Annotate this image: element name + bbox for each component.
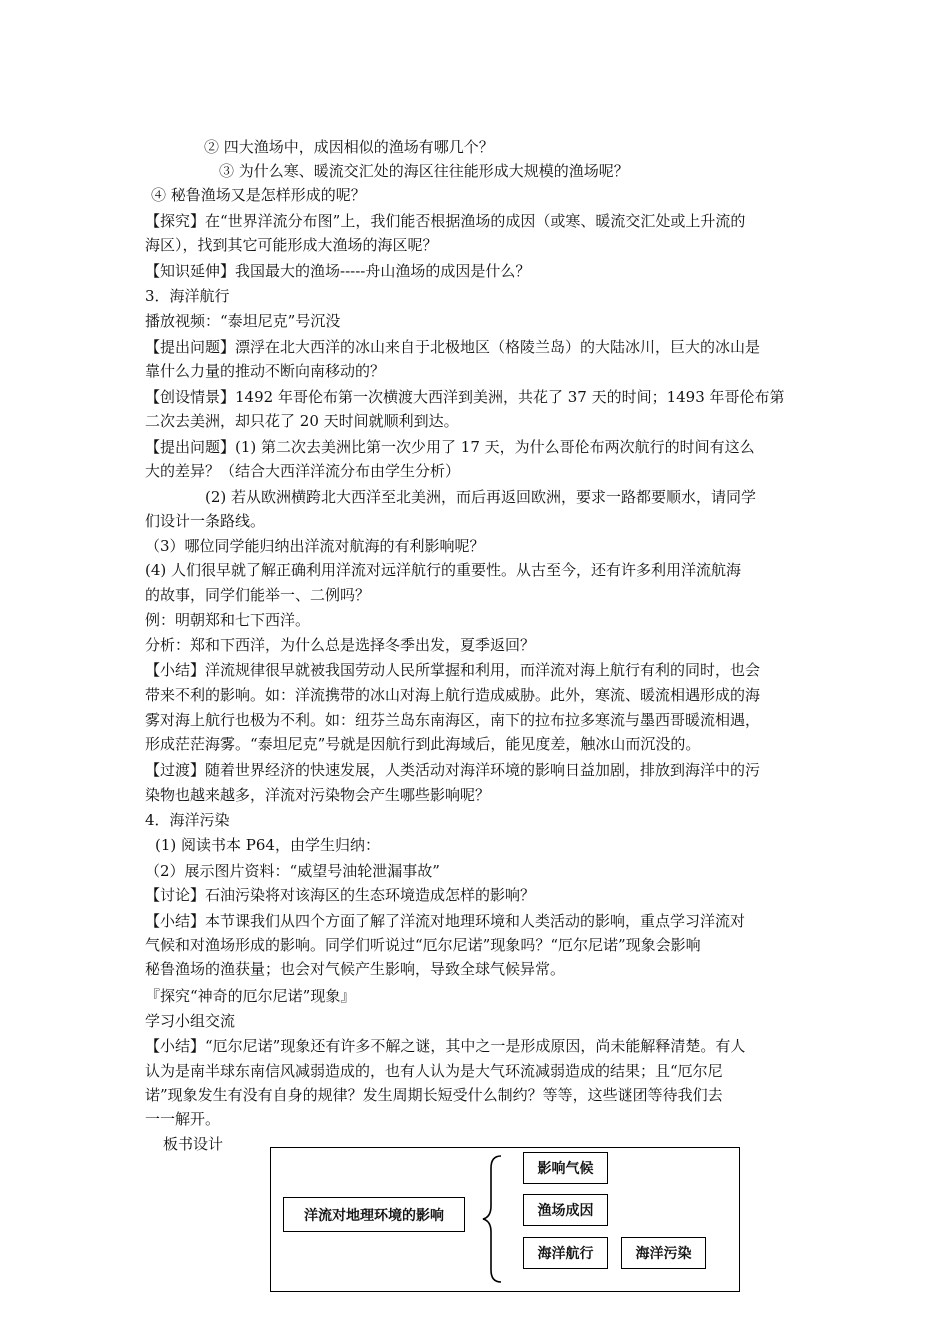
text-line: 板书设计	[163, 1135, 224, 1153]
text-line: ② 四大渔场中，成因相似的渔场有哪几个？	[204, 138, 494, 156]
text-line: 分析：郑和下西洋，为什么总是选择冬季出发，夏季返回？	[145, 636, 536, 654]
text-line: 【知识延伸】我国最大的渔场-----舟山渔场的成因是什么？	[145, 262, 531, 280]
text-line: 【创设情景】1492 年哥伦布第一次横渡大西洋到美洲，共花了 37 天的时间；1493 年哥伦布第	[145, 388, 785, 406]
text-line: 学习小组交流	[145, 1012, 236, 1030]
board-design-diagram	[270, 1147, 740, 1292]
text-line: ④ 秘鲁渔场又是怎样形成的呢？	[151, 186, 366, 204]
text-line: 靠什么力量的推动不断向南移动的？	[145, 362, 386, 380]
text-line: 【小结】洋流规律很早就被我国劳动人民所掌握和利用，而洋流对海上航行有利的同时，也会	[145, 661, 761, 679]
text-line: 带来不利的影响。如：洋流携带的冰山对海上航行造成威胁。此外，寒流、暖流相遇形成的海	[145, 686, 761, 704]
text-line: （2）展示图片资料：“威望号油轮泄漏事故”	[145, 862, 440, 880]
text-line: 3．海洋航行	[145, 287, 230, 305]
text-line: 【提出问题】(1) 第二次去美洲比第一次少用了 17 天，为什么哥伦布两次航行的时间有这么	[145, 438, 755, 456]
text-line: (1) 阅读书本 P64，由学生归纳：	[155, 836, 380, 854]
text-line: 认为是南半球东南信风减弱造成的，也有人认为是大气环流减弱造成的结果；且“厄尔尼	[145, 1062, 723, 1080]
text-line: 【探究】在“世界洋流分布图”上，我们能否根据渔场的成因（或寒、暖流交汇处或上升流的	[145, 212, 746, 230]
text-line: 一一解开。	[145, 1110, 221, 1128]
text-line: 二次去美洲，却只花了 20 天时间就顺利到达。	[145, 412, 459, 430]
text-line: （3）哪位同学能归纳出洋流对航海的有利影响呢？	[145, 537, 485, 555]
text-line: 4．海洋污染	[145, 811, 230, 829]
text-line: ③ 为什么寒、暖流交汇处的海区往往能形成大规模的渔场呢？	[219, 162, 629, 180]
text-line: 【提出问题】漂浮在北大西洋的冰山来自于北极地区（格陵兰岛）的大陆冰川，巨大的冰山是	[145, 338, 761, 356]
diagram-item-pollution: 海洋污染	[621, 1237, 706, 1269]
text-line: 大的差异？（结合大西洋洋流分布由学生分析）	[145, 462, 461, 480]
text-line: 形成茫茫海雾。“泰坦尼克”号就是因航行到此海域后，能见度差，触冰山而沉没的。	[145, 735, 701, 753]
text-line: 【讨论】石油污染将对该海区的生态环境造成怎样的影响？	[145, 886, 536, 904]
text-line: 【小结】“厄尔尼诺”现象还有许多不解之谜，其中之一是形成原因，尚未能解释清楚。有人	[145, 1037, 746, 1055]
diagram-item-navigation: 海洋航行	[523, 1237, 608, 1269]
diagram-main-box: 洋流对地理环境的影响	[283, 1197, 465, 1232]
text-line: 【过渡】随着世界经济的快速发展，人类活动对海洋环境的影响日益加剧，排放到海洋中的污	[145, 761, 761, 779]
diagram-item-fishery: 渔场成因	[523, 1194, 608, 1226]
text-line: 气候和对渔场形成的影响。同学们听说过“厄尔尼诺”现象吗？“厄尔尼诺”现象会影响	[145, 936, 701, 954]
text-line: 们设计一条路线。	[145, 512, 266, 530]
text-line: 染物也越来越多，洋流对污染物会产生哪些影响呢？	[145, 786, 491, 804]
text-line: 播放视频：“泰坦尼克”号沉没	[145, 312, 341, 330]
text-line: (2) 若从欧洲横跨北大西洋至北美洲，而后再返回欧洲，要求一路都要顺水，请同学	[205, 488, 757, 506]
diagram-item-climate: 影响气候	[523, 1152, 608, 1184]
text-line: (4) 人们很早就了解正确利用洋流对远洋航行的重要性。从古至今，还有许多利用洋流航海	[145, 561, 742, 579]
text-line: 海区），找到其它可能形成大渔场的海区呢？	[145, 236, 438, 254]
curly-brace-icon	[481, 1154, 503, 1284]
text-line: 秘鲁渔场的渔获量；也会对气候产生影响，导致全球气候异常。	[145, 960, 566, 978]
text-line: 的故事，同学们能举一、二例吗？	[145, 586, 371, 604]
text-line: 诺”现象发生有没有自身的规律？发生周期长短受什么制约？等等，这些谜团等待我们去	[145, 1086, 723, 1104]
text-line: 【小结】本节课我们从四个方面了解了洋流对地理环境和人类活动的影响，重点学习洋流对	[145, 912, 746, 930]
text-line: 雾对海上航行也极为不利。如：纽芬兰岛东南海区，南下的拉布拉多寒流与墨西哥暖流相遇，	[145, 711, 761, 729]
text-line: 例：明朝郑和七下西洋。	[145, 611, 311, 629]
text-line: 『探究“神奇的厄尔尼诺”现象』	[145, 987, 356, 1005]
